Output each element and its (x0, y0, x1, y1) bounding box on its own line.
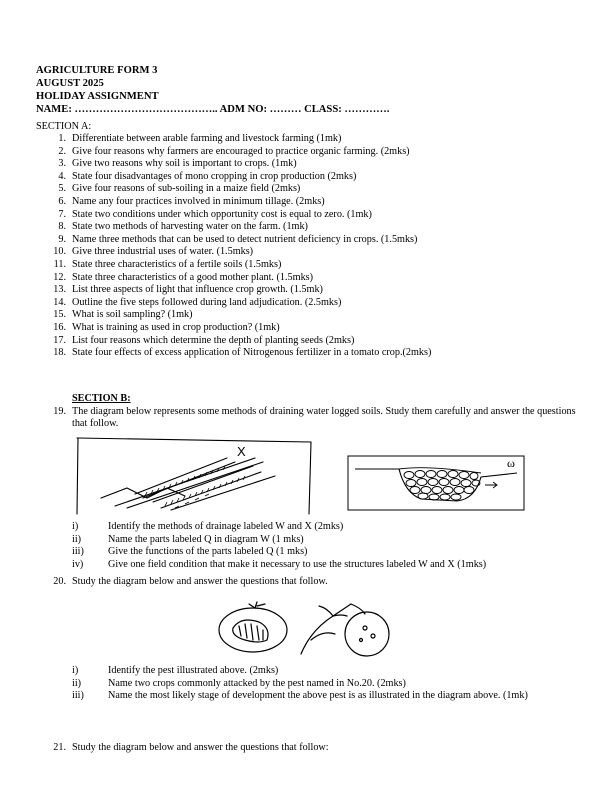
subquestion-text: Identify the methods of drainage labeled W and X (2mks) (108, 521, 344, 532)
question-number: 7. (58, 208, 66, 220)
section-a-question-list (36, 133, 596, 360)
question-item (36, 158, 596, 171)
question-text: Differentiate between arable farming and livestock farming (1mk) (72, 133, 342, 144)
subquestion-numeral: ii) (72, 533, 82, 545)
subquestion-numeral: i) (72, 521, 79, 532)
question-text: What is training as used in crop production? (1mk) (72, 321, 280, 333)
question-19 (36, 406, 576, 432)
question-item (36, 322, 596, 335)
date-line: AUGUST 2025 (36, 78, 104, 89)
question-item (36, 183, 596, 196)
question-number: 4. (58, 170, 66, 182)
question-number: 3. (58, 158, 66, 170)
subquestion-text: Identify the pest illustrated above. (2mks) (108, 665, 279, 676)
question-item (36, 234, 596, 247)
question-text: The diagram below represents some methods of draining water logged soils. Study them carefully and answer the questions that follow. (72, 406, 576, 430)
question-text: List three aspects of light that influence crop growth. (1.5mk) (72, 284, 323, 296)
label-w: ω (507, 456, 515, 470)
subquestion-text: Give the functions of the parts labeled Q (1 mks) (108, 546, 308, 558)
subquestion-text: Give one field condition that make it necessary to use the structures labeled W and X (1mks) (108, 558, 487, 570)
question-item (36, 171, 596, 184)
question-number: 5. (58, 183, 66, 195)
question-text: State three characteristics of a good mother plant. (1.5mks) (72, 271, 314, 283)
question-text: Give three industrial uses of water. (1.5mks) (72, 246, 254, 258)
question-number: 14. (53, 296, 66, 308)
student-details-line: NAME: ………………………………….. ADM NO: ……… CLASS: …………. (36, 104, 390, 115)
subject-title: AGRICULTURE FORM 3 (36, 65, 158, 76)
question-text: State four disadvantages of mono cropping in crop production (2mks) (72, 170, 357, 182)
question-text: State four effects of excess application of Nitrogenous fertilizer in a tomato crop.(2mks) (72, 347, 432, 359)
question-item (36, 347, 596, 360)
subquestion-text: Name two crops commonly attacked by the pest named in No.20. (2mks) (108, 677, 406, 689)
question-item (36, 146, 596, 159)
subquestion-text: Name the parts labeled Q in diagram W (1 mks) (108, 533, 304, 545)
question-text: Outline the five steps followed during land adjudication. (2.5mks) (72, 296, 342, 308)
question-number: 15. (53, 309, 66, 321)
question-text: Give four reasons of sub-soiling in a maize field (2mks) (72, 183, 301, 195)
question-number: 18. (53, 347, 66, 359)
question-item (36, 221, 596, 234)
question-text: Study the diagram below and answer the questions that follow. (72, 576, 328, 587)
subquestion-numeral: iii) (72, 690, 84, 702)
question-text: State two methods of harvesting water on the farm. (1mk) (72, 221, 308, 233)
question-20-subquestions (72, 665, 572, 703)
subquestion-item (72, 559, 572, 572)
question-number: 19. (53, 406, 66, 417)
subquestion-numeral: iv) (72, 558, 84, 570)
drainage-diagram-x (75, 436, 315, 518)
question-number: 16. (53, 321, 66, 333)
question-item (36, 335, 596, 348)
question-text: Name any four practices involved in minimum tillage. (2mks) (72, 195, 325, 207)
question-number: 21. (53, 742, 66, 753)
question-number: 12. (53, 271, 66, 283)
subquestion-item (72, 534, 572, 547)
question-item (36, 284, 596, 297)
question-21 (36, 742, 576, 755)
subquestion-numeral: ii) (72, 677, 82, 689)
question-text: Give four reasons why farmers are encouraged to practice organic farming. (2mks) (72, 145, 410, 157)
pest-diagram (215, 600, 395, 658)
question-item (36, 246, 596, 259)
drainage-diagram-w (347, 455, 527, 513)
subquestion-item (72, 678, 572, 691)
subquestion-numeral: i) (72, 665, 79, 676)
question-text: State two conditions under which opportunity cost is equal to zero. (1mk) (72, 208, 372, 220)
question-number: 20. (53, 576, 66, 587)
question-text: Give two reasons why soil is important to crops. (1mk) (72, 158, 297, 170)
subquestion-item (72, 690, 572, 703)
question-number: 17. (53, 334, 66, 346)
subquestion-numeral: iii) (72, 546, 84, 558)
subquestion-item (72, 546, 572, 559)
assignment-title: HOLIDAY ASSIGNMENT (36, 91, 159, 102)
question-20 (36, 576, 576, 589)
question-item (36, 209, 596, 222)
question-item (36, 297, 596, 310)
question-item (36, 259, 596, 272)
subquestion-item (72, 665, 572, 678)
question-item (36, 133, 596, 146)
question-number: 9. (58, 233, 66, 245)
section-a-title: SECTION A: (36, 121, 92, 132)
question-19-subquestions (72, 521, 572, 571)
question-number: 6. (58, 195, 66, 207)
question-item (36, 309, 596, 322)
question-text: List four reasons which determine the depth of planting seeds (2mks) (72, 334, 355, 346)
question-text: State three characteristics of a fertile soils (1.5mks) (72, 258, 282, 270)
subquestion-text: Name the most likely stage of development the above pest is as illustrated in the diagram above. (1mk) (108, 690, 528, 702)
label-x: X (237, 444, 246, 459)
question-number: 2. (58, 145, 66, 157)
subquestion-item (72, 521, 572, 534)
question-number: 13. (53, 284, 66, 296)
question-text: Study the diagram below and answer the questions that follow: (72, 742, 329, 753)
question-item (36, 196, 596, 209)
question-text: Name three methods that can be used to detect nutrient deficiency in crops. (1.5mks) (72, 233, 418, 245)
question-number: 10. (53, 246, 66, 258)
question-number: 8. (58, 221, 66, 233)
question-text: What is soil sampling? (1mk) (72, 309, 193, 321)
section-b-title: SECTION B: (72, 393, 131, 404)
question-item (36, 272, 596, 285)
question-number: 11. (53, 258, 66, 270)
question-number: 1. (58, 133, 66, 144)
